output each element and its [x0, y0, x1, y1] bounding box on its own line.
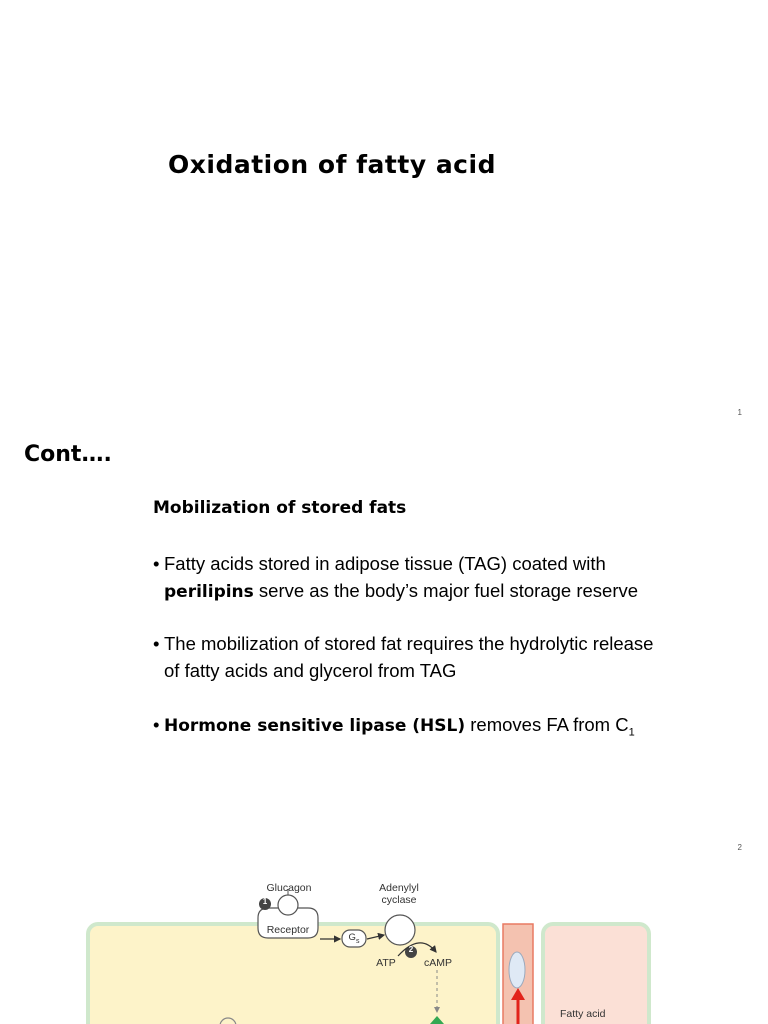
blood-cell — [509, 952, 525, 988]
gs-text: G — [348, 932, 356, 943]
slide-1-title: Oxidation of fatty acid — [168, 150, 496, 179]
slide-2-title: Cont…. — [24, 442, 112, 467]
bullet-bold-term: perilipins — [164, 582, 254, 602]
bullet-bold-term: Hormone sensitive lipase (HSL) — [164, 716, 466, 736]
bullet-text: Fatty acids stored in adipose tissue (TAG) coated with — [164, 553, 606, 574]
page-number-2: 2 — [737, 843, 742, 852]
slide-1 — [0, 0, 768, 430]
bullet-marker: • — [153, 553, 160, 574]
subheading: Mobilization of stored fats — [153, 498, 407, 518]
slide-2 — [0, 430, 768, 860]
bullet-item-2 — [153, 630, 713, 684]
bullet-item-3 — [153, 711, 713, 747]
bullet-text: The mobilization of stored fat requires the hydrolytic release of fatty acids and glycerol from TAG — [164, 633, 654, 681]
gs-subscript: s — [355, 937, 360, 945]
bullet-item-1 — [153, 550, 713, 606]
receptor-label: Receptor — [266, 924, 310, 936]
bullet-marker: • — [153, 633, 160, 654]
step-1-label: 1 — [262, 897, 268, 906]
subscript-1: 1 — [628, 726, 635, 739]
glucagon-label: Glucagon — [266, 882, 312, 894]
adenylyl-cyclase-label-2: cyclase — [381, 894, 417, 906]
adenylyl-cyclase-label-1: Adenylyl — [379, 882, 419, 894]
gs-label — [342, 932, 366, 945]
adenylyl-cyclase-icon — [385, 915, 415, 945]
fatty-acid-label: Fatty acid — [560, 1008, 606, 1020]
slide-3 — [0, 860, 768, 1024]
glucagon-icon — [278, 895, 298, 915]
bullet-marker: • — [153, 714, 160, 735]
bullet-text-after: removes FA from C — [465, 714, 629, 735]
bullet-text-after: serve as the body’s major fuel storage reserve — [253, 580, 639, 601]
camp-label: cAMP — [423, 957, 452, 969]
step-2-label: 2 — [408, 945, 414, 954]
atp-label: ATP — [376, 957, 396, 969]
page-number-1: 1 — [737, 408, 742, 417]
